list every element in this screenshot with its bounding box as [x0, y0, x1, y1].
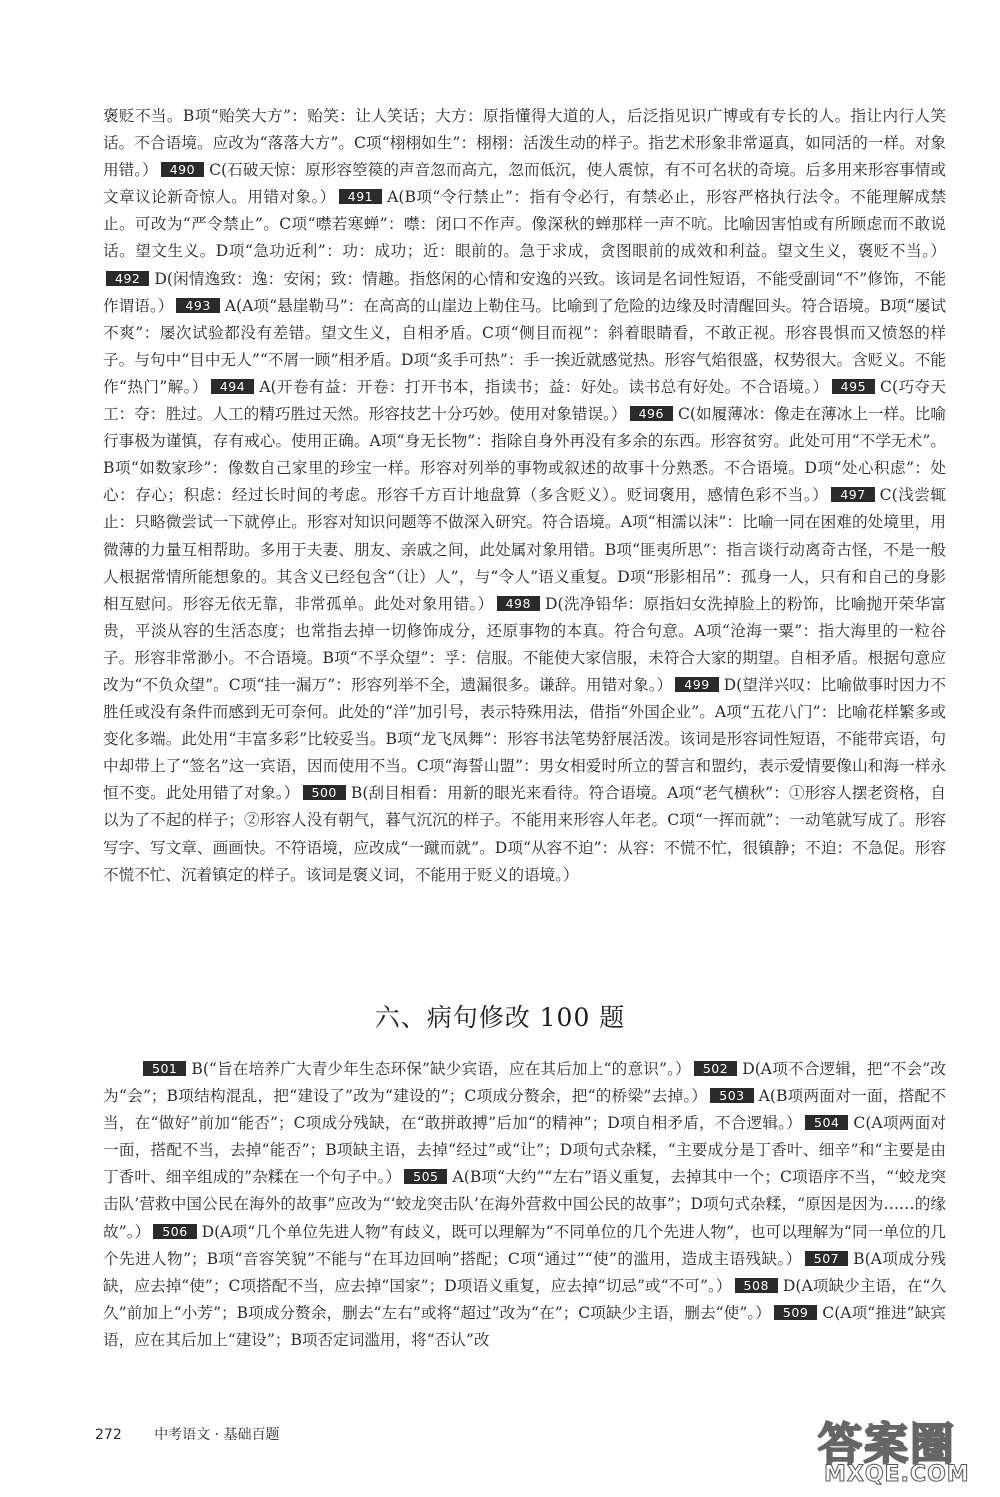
item-number-badge: 504 [805, 1115, 848, 1130]
sentence-revision-answers [103, 1056, 946, 1354]
item-number-badge: 503 [710, 1088, 753, 1103]
item-text: C(浅尝辄止：只略微尝试一下就停止。形容对知识问题等不做深入研究。符合语境。A项“相濡以沫”：比喻一同在困难的处境里，用微薄的力量互相帮助。多用于夫妻、朋友、亲戚之间，此处属对象用错。B项“匪夷所思”：指言谈行动离奇古怪，不是一般人根据常情所能想象的。其含义已经包含“（让）人”，与“令人”语义重复。D项“形影相吊”：孤身一人，只有和自己的身影相互慰问。形容无依无靠，非常孤单。此处对象用错。） [103, 486, 947, 613]
item-text: D(闲情逸致：逸：安闲；致：情趣。指悠闲的心情和安逸的兴致。该词是名词性短语，不能受副词“不”修饰，不能作谓语。） [103, 269, 946, 315]
item-number-badge: 509 [774, 1305, 817, 1320]
item-number-badge: 496 [630, 406, 673, 421]
item-number-badge: 494 [211, 379, 254, 394]
item-text: C(A项两面对一面，搭配不当，去掉“能否”；B项缺主语，去掉“经过”或“让”；D项句式杂糅，“主要成分是丁香叶、细辛”和“主要是由丁香叶、细辛组成的”杂糅在一个句子中。） [103, 1114, 946, 1187]
section-title: 六、病句修改 100 题 [374, 1003, 626, 1032]
item-text: C(石破天惊：原形容箜篌的声音忽而高亢，忽而低沉，使人震惊，有不可名状的奇境。后多用来形容事情或文章议论新奇惊人。用错对象。） [103, 161, 946, 207]
item-text: D(A项缺少主语，在“久久”前加上“小芳”；B项成分赘余，删去“左右”或将“超过”改为“在”；C项缺少主语，删去“使”。） [103, 1276, 946, 1322]
item-text: C(A项“推进”缺宾语，应在其后加上“建设”；B项否定词滥用，将“否认”改 [103, 1303, 946, 1349]
item-text: D(A项不合逻辑，把“不会”改为“会”；B项结构混乱，把“建设了”改为“建设的”；C项成分赘余，把“的桥梁”去掉。） [103, 1060, 946, 1106]
answer-explanations [103, 103, 946, 889]
item-text: 褒贬不当。B项“贻笑大方”：贻笑：让人笑话；大方：原指懂得大道的人，后泛指见识广博或有专长的人。指让内行人笑话。不合语境。应改为“落落大方”。C项“栩栩如生”：栩栩：活泼生动的样子。指艺术形象非常逼真，如同活的一样。对象用错。） [103, 107, 946, 180]
page-footer [95, 1424, 280, 1444]
item-text: C(巧夺天工：夺：胜过。人工的精巧胜过天然。形容技艺十分巧妙。使用对象错误。） [103, 377, 947, 424]
item-text: A(B项“令行禁止”：指有令必行，有禁必止，形容严格执行法令。不能理解成禁止。可改为“严令禁止”。C项“噤若寒蝉”：噤：闭口不作声。像深秋的蝉那样一声不吭。比喻因害怕或有所顾虑而不敢说话。望文生义。D项“急功近利”：功：成功；近：眼前的。急于求成，贪图眼前的成效和利益。望文生义，褒贬不当。） [103, 188, 947, 261]
item-text: B(刮目相看：用新的眼光来看待。符合语境。A项“老气横秋”：①形容人摆老资格，自以为了不起的样子；②形容人没有朝气，暮气沉沉的样子。不能用来形容人年老。C项“一挥而就”：一动笔就写成了。形容写字、写文章、画画快。不符语境，应改成“一蹴而就”。D项“从容不迫”：从容：不慌不忙，很镇静；不迫：不急促。形容不慌不忙、沉着镇定的样子。该词是褒义词，不能用于贬义的语境。） [103, 784, 946, 884]
item-text: D(望洋兴叹：比喻做事时因力不胜任或没有条件而感到无可奈何。此处的“洋”加引号，表示特殊用法，借指“外国企业”。A项“五花八门”：比喻花样繁多或变化多端。此处用“丰富多彩”比较妥当。B项“龙飞凤舞”：形容书法笔势舒展活泼。该词是形容词性短语，不能带宾语，句中却带上了“签名”这一宾语，因而使用不当。C项“海誓山盟”：男女相爱时所立的誓言和盟约，表示爱情要像山和海一样永恒不变。此处用错了对象。） [103, 675, 946, 803]
item-number-badge: 490 [161, 162, 204, 177]
item-number-badge: 491 [339, 189, 382, 204]
item-number-badge: 499 [675, 677, 718, 692]
item-number-badge: 495 [832, 379, 875, 394]
item-number-badge: 498 [497, 596, 540, 611]
item-number-badge: 492 [106, 271, 149, 286]
item-text: D(A项“几个单位先进人物”有歧义，既可以理解为“不同单位的几个先进人物”，也可以理解为“同一单位的几个先进人物”；B项“音容笑貌”不能与“在耳边回响”搭配；C项“通过”“使”的滥用，造成主语残缺。） [103, 1222, 946, 1268]
item-number-badge: 507 [805, 1251, 848, 1266]
item-number-badge: 497 [831, 487, 874, 502]
item-text: A(B项两面对一面，搭配不当，在“做好”前加“能否”；C项成分残缺，在“敢拼敢搏”后加“的精神”；D项自相矛盾，不合逻辑。） [103, 1087, 946, 1133]
item-text: A(A项“悬崖勒马”：在高高的山崖边上勒住马。比喻到了危险的边缘及时清醒回头。符合语境。B项“屡试不爽”：屡次试验都没有差错。望文生义，自相矛盾。C项“侧目而视”：斜着眼睛看，不敢正视。形容畏惧而又愤怒的样子。与句中“目中无人”“不屑一顾”相矛盾。D项“炙手可热”：手一挨近就感觉热。形容气焰很盛，权势很大。含贬义。不能作“热门”解。） [103, 296, 946, 396]
watermark-text: 答案圈 [818, 1419, 956, 1470]
book-title: 中考语文 · 基础百题 [154, 1427, 280, 1443]
item-number-badge: 508 [735, 1278, 778, 1293]
item-number-badge: 493 [176, 298, 219, 313]
item-number-badge: 501 [143, 1061, 186, 1076]
item-text: A(B项“大约”“左右”语义重复，去掉其中一个；C项语序不当，“‘蛟龙突击队’营救中国公民在海外的故事”应改为“‘蛟龙突击队’在海外营救中国公民的故事”；D项句式杂糅，“原因是因为……的缘故”。） [103, 1168, 946, 1241]
item-number-badge: 506 [153, 1224, 196, 1239]
item-number-badge: 500 [303, 785, 346, 800]
item-number-badge: 502 [694, 1061, 737, 1076]
item-text: B(A项成分残缺，应去掉“使”；C项搭配不当，应去掉“国家”；D项语义重复，应去掉“切忌”或“不可”。） [103, 1249, 946, 1295]
item-number-badge: 505 [404, 1169, 447, 1184]
item-text: A(开卷有益：开卷：打开书本，指读书；益：好处。读书总有好处。不合语境。） [259, 377, 829, 396]
item-text: C(如履薄冰：像走在薄冰上一样。比喻行事极为谨慎，存有戒心。使用正确。A项“身无长物”：指除自身外再没有多余的东西。形容贫穷。此处可用“不学无术”。B项“如数家珍”：像数自己家里的珍宝一样。形容对列举的事物或叙述的故事十分熟悉。不合语境。D项“处心积虑”：处心：存心；积虑：经过长时间的考虑。形容千方百计地盘算（多含贬义）。贬词褒用，感情色彩不当。） [103, 405, 947, 505]
watermark-url: MXQE.COM [824, 1462, 970, 1487]
page-number: 272 [95, 1427, 122, 1443]
item-text: D(洗净铅华：原指妇女洗掉脸上的粉饰，比喻抛开荣华富贵，平淡从容的生活态度；也常指去掉一切修饰成分，还原事物的本真。符合句意。A项“沧海一粟”：指大海里的一粒谷子。形容非常渺小。不合语境。B项“不孚众望”：孚：信服。不能使大家信服，未符合大家的期望。自相矛盾。根据句意应改为“不负众望”。C项“挂一漏万”：形容列举不全，遗漏很多。谦辞。用错对象。） [103, 594, 946, 694]
item-text: B(“旨在培养广大青少年生态环保”缺少宾语，应在其后加上“的意识”。） [191, 1060, 691, 1078]
watermark-logo [810, 1408, 990, 1488]
